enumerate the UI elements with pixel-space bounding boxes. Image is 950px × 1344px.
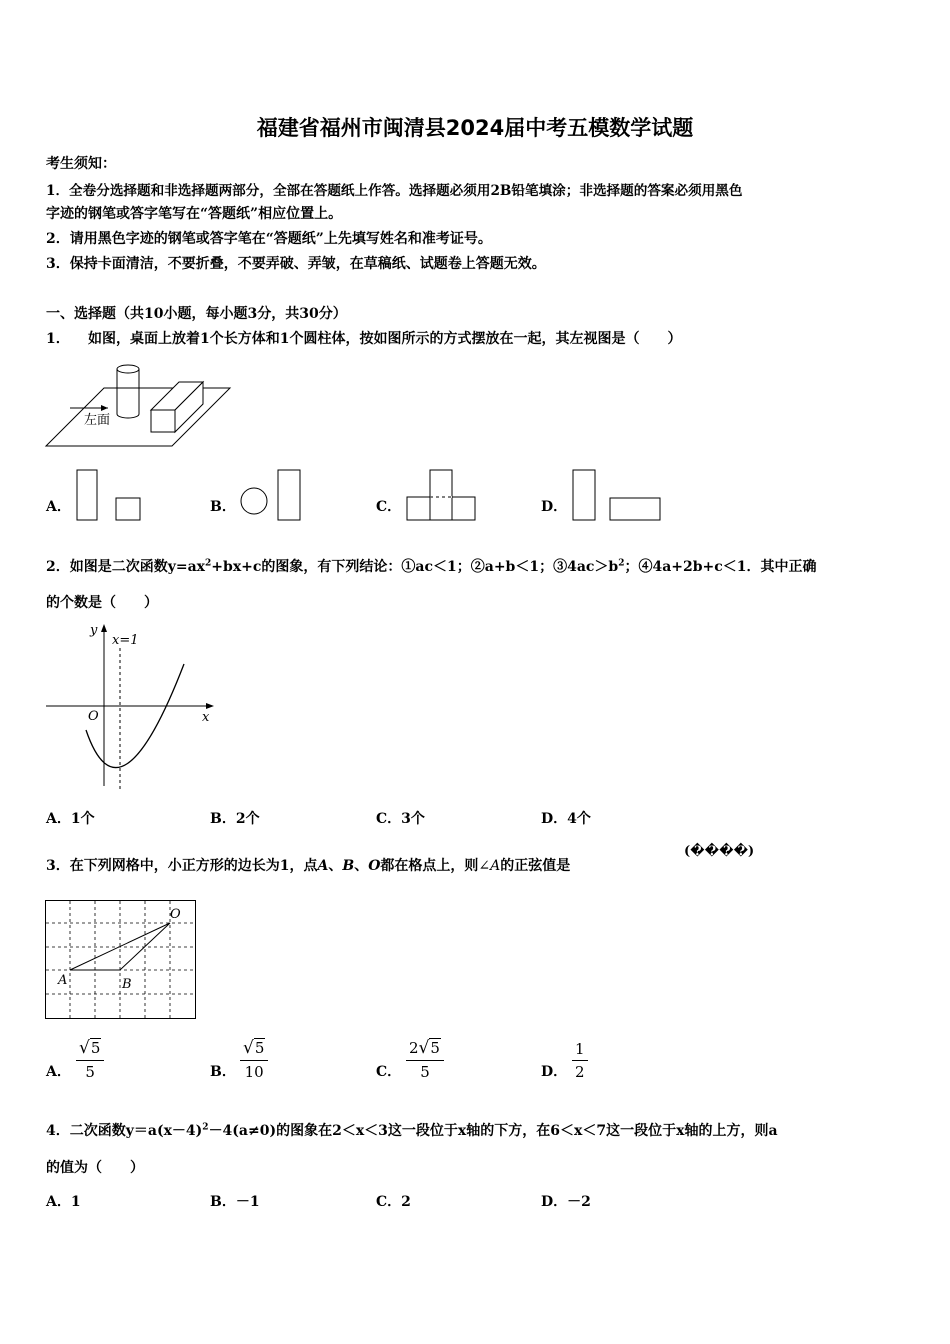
q1-text: 如图，桌面上放着1个长方体和1个圆柱体，按如图所示的方式摆放在一起，其左视图是（ ） <box>88 331 682 347</box>
notice-item-3: 3．保持卡面清洁，不要折叠，不要弄破、弄皱，在草稿纸、试题卷上答题无效。 <box>46 256 546 272</box>
notice-item-1-line-1: 1．全卷分选择题和非选择题两部分，全部在答题纸上作答。选择题必须用2B铅笔填涂；非选择题的答案必须用黑色 <box>46 183 743 199</box>
q3-option-a-fraction[interactable]: $\frac{√5}{5}$ <box>76 1038 104 1081</box>
q2-x-label: x <box>202 710 210 725</box>
q4-text-line-2: 的值为（ ） <box>46 1160 144 1176</box>
notice-heading: 考生须知： <box>46 156 116 172</box>
q3-option-b-fraction[interactable]: $\frac{√5}{10}$ <box>240 1038 268 1081</box>
q2-origin-label: O <box>88 709 99 724</box>
q2-option-c[interactable]: C．3个 <box>376 811 425 827</box>
page-title: 福建省福州市闽清县2024届中考五模数学试题 <box>256 116 694 140</box>
notice-item-2: 2．请用黑色字迹的钢笔或答字笔在“答题纸”上先填写姓名和准考证号。 <box>46 231 492 247</box>
q1-number: 1． <box>46 331 70 347</box>
q1-option-d-label[interactable]: D． <box>541 499 568 515</box>
q3-option-c-fraction[interactable]: $\frac{2√5}{5}$ <box>406 1038 444 1081</box>
q2-option-b[interactable]: B．2个 <box>210 811 260 827</box>
q4-option-b[interactable]: B．－1 <box>210 1194 260 1210</box>
section-heading: 一、选择题（共10小题，每小题3分，共30分） <box>46 306 347 322</box>
q1-option-c-label[interactable]: C． <box>376 499 402 515</box>
q1-option-a-label[interactable]: A． <box>46 499 71 515</box>
q1-option-a-figure[interactable] <box>74 468 144 524</box>
q1-option-b-label[interactable]: B． <box>210 499 236 515</box>
q1-option-d-figure[interactable] <box>570 468 666 524</box>
q2-option-a[interactable]: A．1个 <box>46 811 95 827</box>
notice-item-1-line-2: 字迹的钢笔或答字笔写在“答题纸”相应位置上。 <box>46 206 343 222</box>
q4-option-d[interactable]: D．－2 <box>541 1194 591 1210</box>
q2-axis-label: x=1 <box>112 633 139 648</box>
q1-left-label: 左面 <box>84 413 111 428</box>
q3-option-c-label[interactable]: C． <box>376 1064 402 1080</box>
q4-text-line-1: 4．二次函数$y=a(x-4)^2-4(a\ne 0)$的图象在2＜x＜3这一段位于x轴的下方，在6＜x＜7这一段位于x轴的上方，则a <box>46 1122 778 1139</box>
q1-option-b-figure[interactable] <box>238 468 306 524</box>
q3-option-d-fraction[interactable]: $\frac{1}{2}$ <box>572 1040 588 1081</box>
q2-option-d[interactable]: D．4个 <box>541 811 591 827</box>
q3-option-d-label[interactable]: D． <box>541 1064 568 1080</box>
q2-graph <box>44 620 220 792</box>
q3-option-a-label[interactable]: A． <box>46 1064 71 1080</box>
q1-figure <box>44 360 234 452</box>
q3-grid-figure <box>44 898 200 1022</box>
q2-text-line-1: 2．如图是二次函数$y=ax^2+bx+c$的图象，有下列结论：①ac＜1；②a+b＜1；$③4ac>b^2$；④4a+2b+c＜1．其中正确 <box>46 558 817 575</box>
q3-text: 3．在下列网格中，小正方形的边长为1，点A、B、O都在格点上，则∠A的正弦值是 <box>46 858 571 874</box>
q3-option-b-label[interactable]: B． <box>210 1064 236 1080</box>
q3-point-a-label: A <box>58 973 68 988</box>
q1-option-c-figure[interactable] <box>404 468 478 524</box>
q3-point-o-label: O <box>170 907 181 922</box>
q2-y-label: y <box>90 623 98 638</box>
q2-text-line-2: 的个数是（ ） <box>46 595 158 611</box>
q3-point-b-label: B <box>122 977 132 992</box>
q4-option-a[interactable]: A．1 <box>46 1194 81 1210</box>
q4-option-c[interactable]: C．2 <box>376 1194 411 1210</box>
q3-garbled-text: (����) <box>684 844 755 859</box>
